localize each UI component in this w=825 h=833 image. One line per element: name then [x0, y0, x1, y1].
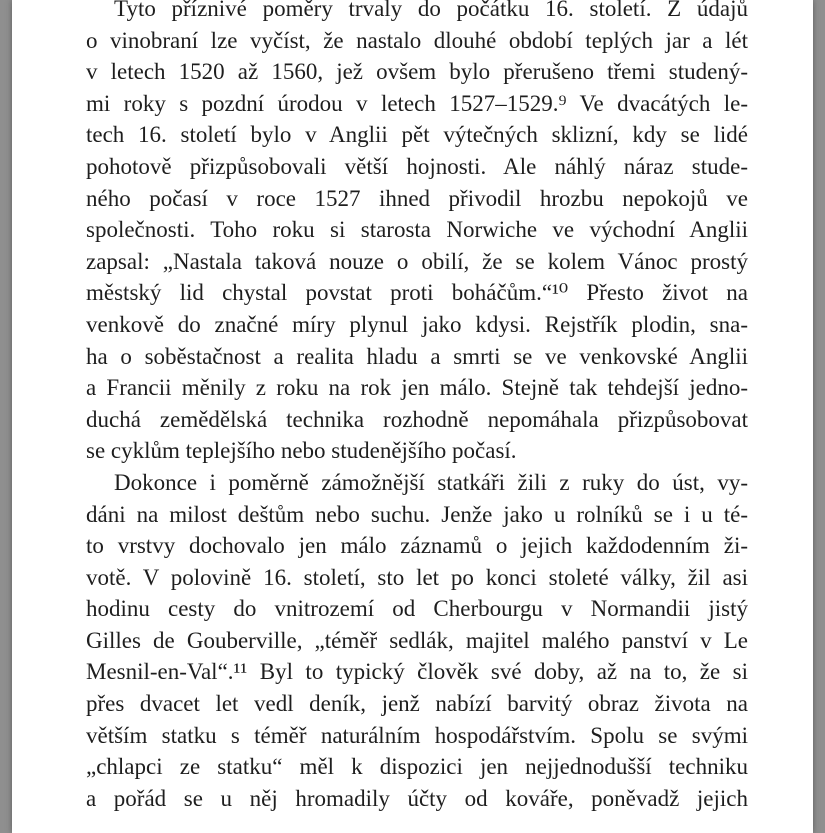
text-line: městský lid chystal povstat proti boháčům.“¹⁰ Přesto život na: [86, 280, 748, 306]
text-line: ha o soběstačnost a realita hladu a smrti se ve venkovské Anglii: [86, 343, 748, 369]
text-line: Dokonce i poměrně zámožnější statkáři žili z ruky do úst, vy-: [114, 469, 748, 495]
text-line: Tyto příznivé poměry trvaly do počátku 16. století. Z údajů: [114, 0, 748, 21]
text-line: to vrstvy dochovalo jen málo záznamů o jejich každodenním ži-: [86, 533, 748, 559]
text-line: a pořád se u něj hromadily účty od kováře, poněvadž jejich: [86, 785, 748, 811]
text-line: duchá zemědělská technika rozhodně nepomáhala přizpůsobovat: [86, 406, 748, 432]
text-line: v letech 1520 až 1560, jež ovšem bylo přerušeno třemi studený-: [86, 59, 748, 85]
text-line: Gilles de Gouberville, „téměř sedlák, majitel malého panství v Le: [86, 627, 748, 653]
text-line: společnosti. Toho roku si starosta Norwiche ve východní Anglii: [86, 217, 748, 243]
page-text: [86, 0, 748, 814]
text-line: přes dvacet let vedl deník, jenž nabízí barvitý obraz života na: [86, 691, 748, 717]
text-line: ného počasí v roce 1527 ihned přivodil hrozbu nepokojů ve: [86, 185, 748, 211]
text-line: pohotově přizpůsobovali větší hojnosti. Ale náhlý náraz stude-: [86, 153, 748, 179]
text-line: větším statku s téměř naturálním hospodářstvím. Spolu se svými: [86, 722, 748, 748]
text-line: o vinobraní lze vyčíst, že nastalo dlouhé období teplých jar a lét: [86, 27, 748, 53]
text-line: tech 16. století bylo v Anglii pět výtečných sklizní, kdy se lidé: [86, 122, 748, 148]
text-line: se cyklům teplejšího nebo studenějšího počasí.: [86, 438, 517, 464]
text-line: mi roky s pozdní úrodou v letech 1527–1529.⁹ Ve dvacátých le-: [86, 90, 748, 116]
book-page: [12, 0, 813, 833]
text-line: venkově do značné míry plynul jako kdysi. Rejstřík plodin, sna-: [86, 311, 748, 337]
text-line: dáni na milost deštům nebo suchu. Jenže jako u rolníků se i u té-: [86, 501, 748, 527]
text-line: votě. V polovině 16. století, sto let po konci stoleté války, žil asi: [86, 564, 748, 590]
text-line: hodinu cesty do vnitrozemí od Cherbourgu v Normandii jistý: [86, 596, 748, 622]
text-line: a Francii měnily z roku na rok jen málo. Stejně tak tehdejší jedno-: [86, 375, 748, 401]
text-line: zapsal: „Nastala taková nouze o obilí, že se kolem Vánoc prostý: [86, 248, 748, 274]
text-line: „chlapci ze statku“ měl k dispozici jen nejjednodušší techniku: [86, 754, 748, 780]
text-line: Mesnil-en-Val“.¹¹ Byl to typický člověk své doby, až na to, že si: [86, 659, 748, 685]
